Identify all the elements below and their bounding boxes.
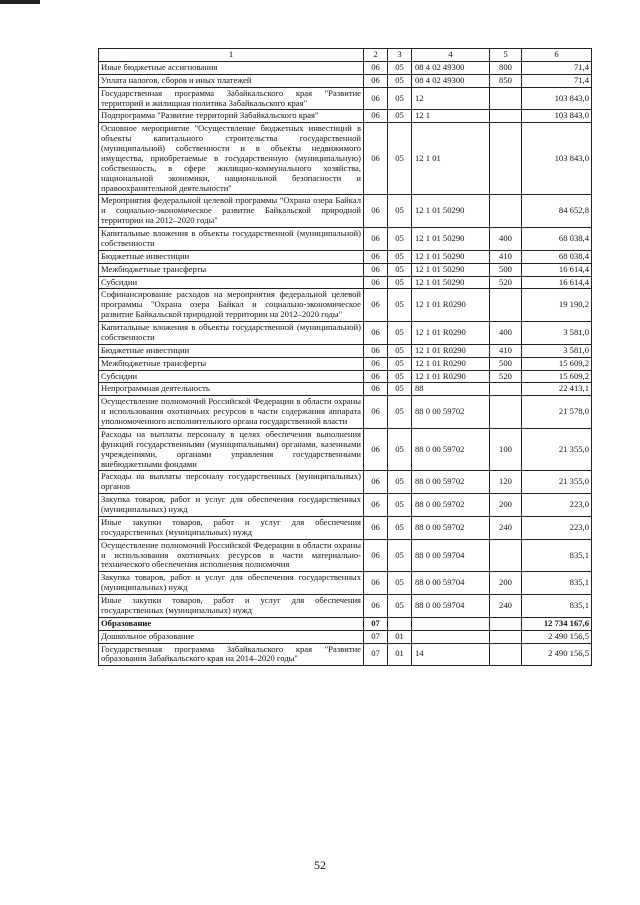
row-amount: 3 581,0 bbox=[522, 344, 592, 357]
row-expense-type: 850 bbox=[490, 74, 522, 87]
row-expense-type bbox=[490, 195, 522, 228]
row-name: Иные бюджетные ассигнования bbox=[99, 61, 364, 74]
row-target-article: 12 1 01 R0290 bbox=[412, 370, 490, 383]
row-name: Капитальные вложения в объекты государственной (муниципальной) собственности bbox=[99, 322, 364, 345]
row-subsection: 05 bbox=[388, 595, 412, 618]
row-subsection: 05 bbox=[388, 428, 412, 471]
row-amount: 21 578,0 bbox=[522, 396, 592, 429]
row-expense-type: 100 bbox=[490, 428, 522, 471]
row-subsection: 05 bbox=[388, 195, 412, 228]
row-expense-type: 400 bbox=[490, 322, 522, 345]
row-expense-type bbox=[490, 643, 522, 666]
row-name: Капитальные вложения в объекты государственной (муниципальной) собственности bbox=[99, 228, 364, 251]
table-row bbox=[99, 344, 592, 357]
row-target-article: 88 0 00 59702 bbox=[412, 428, 490, 471]
row-expense-type: 120 bbox=[490, 471, 522, 494]
row-target-article: 12 1 01 50290 bbox=[412, 195, 490, 228]
row-name: Мероприятия федеральной целевой программы "Охрана озера Байкал и социально-экономическое развитие Байкальской природной территории на 2012–2020 годы" bbox=[99, 195, 364, 228]
row-target-article: 12 1 01 R0290 bbox=[412, 344, 490, 357]
table-row bbox=[99, 643, 592, 666]
row-section: 06 bbox=[364, 289, 388, 322]
row-section: 06 bbox=[364, 123, 388, 195]
row-name: Межбюджетные трансферты bbox=[99, 357, 364, 370]
table-row bbox=[99, 263, 592, 276]
row-name: Межбюджетные трансферты bbox=[99, 263, 364, 276]
row-subsection: 01 bbox=[388, 643, 412, 666]
row-subsection: 05 bbox=[388, 516, 412, 539]
row-section: 06 bbox=[364, 322, 388, 345]
row-amount: 16 614,4 bbox=[522, 263, 592, 276]
row-amount: 223,0 bbox=[522, 494, 592, 517]
row-name: Субсидии bbox=[99, 370, 364, 383]
row-section: 06 bbox=[364, 396, 388, 429]
row-name: Государственная программа Забайкальского края "Развитие образования Забайкальского края на 2014–2020 годы" bbox=[99, 643, 364, 666]
row-name: Осуществление полномочий Российской Федерации в области охраны и использования охотничьих ресурсов в части содержания аппарата уполномоченного исполнительного органа государственной власти bbox=[99, 396, 364, 429]
row-subsection: 05 bbox=[388, 471, 412, 494]
row-subsection: 05 bbox=[388, 322, 412, 345]
row-target-article: 12 bbox=[412, 87, 490, 110]
row-section: 06 bbox=[364, 228, 388, 251]
row-name: Дошкольное образование bbox=[99, 630, 364, 643]
row-name: Расходы на выплаты персоналу в целях обеспечения выполнения функций государственными (муниципальными) органами, казенными учреждениями, органами управления государственными внебюджетными фондами bbox=[99, 428, 364, 471]
row-amount: 19 190,2 bbox=[522, 289, 592, 322]
row-target-article: 08 4 02 49300 bbox=[412, 61, 490, 74]
row-target-article bbox=[412, 617, 490, 630]
table-row bbox=[99, 228, 592, 251]
row-name: Иные закупки товаров, работ и услуг для обеспечения государственных (муниципальных) нужд bbox=[99, 595, 364, 618]
table-row bbox=[99, 396, 592, 429]
row-name: Закупка товаров, работ и услуг для обеспечения государственных (муниципальных) нужд bbox=[99, 494, 364, 517]
row-section: 06 bbox=[364, 428, 388, 471]
row-amount: 3 581,0 bbox=[522, 322, 592, 345]
row-subsection: 05 bbox=[388, 276, 412, 289]
row-subsection: 05 bbox=[388, 228, 412, 251]
row-expense-type bbox=[490, 630, 522, 643]
row-target-article: 08 4 02 49300 bbox=[412, 74, 490, 87]
row-subsection: 05 bbox=[388, 123, 412, 195]
row-name: Закупка товаров, работ и услуг для обеспечения государственных (муниципальных) нужд bbox=[99, 572, 364, 595]
row-expense-type bbox=[490, 123, 522, 195]
row-name: Расходы на выплаты персоналу государственных (муниципальных) органов bbox=[99, 471, 364, 494]
row-expense-type bbox=[490, 383, 522, 396]
row-subsection: 05 bbox=[388, 396, 412, 429]
table-row bbox=[99, 322, 592, 345]
row-subsection: 05 bbox=[388, 539, 412, 572]
row-target-article: 12 1 01 R0290 bbox=[412, 322, 490, 345]
row-section: 06 bbox=[364, 370, 388, 383]
row-amount: 71,4 bbox=[522, 74, 592, 87]
row-section: 06 bbox=[364, 494, 388, 517]
table-row bbox=[99, 110, 592, 123]
row-expense-type bbox=[490, 87, 522, 110]
row-amount: 2 490 156,5 bbox=[522, 643, 592, 666]
row-target-article: 88 0 00 59702 bbox=[412, 396, 490, 429]
row-expense-type: 520 bbox=[490, 276, 522, 289]
row-expense-type: 800 bbox=[490, 61, 522, 74]
row-subsection: 01 bbox=[388, 630, 412, 643]
row-subsection: 05 bbox=[388, 61, 412, 74]
row-amount: 2 490 156,5 bbox=[522, 630, 592, 643]
row-expense-type bbox=[490, 539, 522, 572]
row-subsection: 05 bbox=[388, 494, 412, 517]
table-row bbox=[99, 123, 592, 195]
row-target-article: 88 0 00 59704 bbox=[412, 595, 490, 618]
row-expense-type bbox=[490, 110, 522, 123]
row-section: 06 bbox=[364, 357, 388, 370]
budget-table-body bbox=[99, 49, 592, 666]
table-row bbox=[99, 74, 592, 87]
row-subsection: 05 bbox=[388, 87, 412, 110]
row-section: 06 bbox=[364, 74, 388, 87]
table-row bbox=[99, 428, 592, 471]
row-expense-type: 520 bbox=[490, 370, 522, 383]
row-expense-type: 410 bbox=[490, 250, 522, 263]
header-col-6: 6 bbox=[522, 49, 592, 62]
row-section: 06 bbox=[364, 195, 388, 228]
row-target-article: 88 0 00 59702 bbox=[412, 516, 490, 539]
row-expense-type: 500 bbox=[490, 263, 522, 276]
row-target-article: 88 0 00 59702 bbox=[412, 471, 490, 494]
row-target-article: 88 0 00 59704 bbox=[412, 539, 490, 572]
row-section: 07 bbox=[364, 630, 388, 643]
row-name: Софинансирование расходов на мероприятия федеральной целевой программы "Охрана озера Байкал и социально-экономическое развитие Байкальской природной территории на 2012–2020 годы" bbox=[99, 289, 364, 322]
row-amount: 103 843,0 bbox=[522, 110, 592, 123]
row-subsection: 05 bbox=[388, 110, 412, 123]
row-name: Основное мероприятие "Осуществление бюджетных инвестиций в объекты капитального строительства государственной (муниципальной) собственности и в объекты недвижимого имущества, приобретаемые в государственную (муниципальную) собственность, в сфере жилищно-коммунального хозяйства, национальной экономики, национальной безопасности и правоохранительной деятельности" bbox=[99, 123, 364, 195]
scan-corner-mark bbox=[0, 0, 40, 4]
row-target-article: 12 1 bbox=[412, 110, 490, 123]
row-target-article: 88 bbox=[412, 383, 490, 396]
row-target-article: 88 0 00 59704 bbox=[412, 572, 490, 595]
table-row bbox=[99, 370, 592, 383]
row-section: 06 bbox=[364, 383, 388, 396]
table-row bbox=[99, 617, 592, 630]
row-target-article: 88 0 00 59702 bbox=[412, 494, 490, 517]
row-section: 06 bbox=[364, 61, 388, 74]
header-row bbox=[99, 49, 592, 62]
row-subsection bbox=[388, 617, 412, 630]
row-name: Государственная программа Забайкальского края "Развитие территорий и жилищная политика Забайкальского края" bbox=[99, 87, 364, 110]
row-name: Субсидии bbox=[99, 276, 364, 289]
row-expense-type: 410 bbox=[490, 344, 522, 357]
row-subsection: 05 bbox=[388, 289, 412, 322]
row-name: Уплата налогов, сборов и иных платежей bbox=[99, 74, 364, 87]
row-expense-type: 240 bbox=[490, 595, 522, 618]
table-row bbox=[99, 595, 592, 618]
budget-table bbox=[98, 48, 592, 666]
row-subsection: 05 bbox=[388, 74, 412, 87]
row-expense-type: 240 bbox=[490, 516, 522, 539]
page-number: 52 bbox=[314, 858, 326, 872]
row-subsection: 05 bbox=[388, 263, 412, 276]
row-target-article: 12 1 01 R0290 bbox=[412, 357, 490, 370]
row-section: 07 bbox=[364, 617, 388, 630]
row-section: 06 bbox=[364, 344, 388, 357]
header-col-1: 1 bbox=[99, 49, 364, 62]
header-col-2: 2 bbox=[364, 49, 388, 62]
row-amount: 12 734 167,6 bbox=[522, 617, 592, 630]
row-section: 06 bbox=[364, 539, 388, 572]
row-amount: 22 413,1 bbox=[522, 383, 592, 396]
row-name: Бюджетные инвестиции bbox=[99, 344, 364, 357]
row-subsection: 05 bbox=[388, 250, 412, 263]
row-target-article: 12 1 01 bbox=[412, 123, 490, 195]
table-row bbox=[99, 61, 592, 74]
row-amount: 68 038,4 bbox=[522, 228, 592, 251]
row-amount: 15 609,2 bbox=[522, 357, 592, 370]
table-row bbox=[99, 630, 592, 643]
table-row bbox=[99, 516, 592, 539]
row-section: 06 bbox=[364, 595, 388, 618]
row-target-article: 14 bbox=[412, 643, 490, 666]
table-row bbox=[99, 539, 592, 572]
row-section: 06 bbox=[364, 110, 388, 123]
row-amount: 223,0 bbox=[522, 516, 592, 539]
row-expense-type: 200 bbox=[490, 572, 522, 595]
row-section: 06 bbox=[364, 263, 388, 276]
table-row bbox=[99, 87, 592, 110]
table-row bbox=[99, 250, 592, 263]
row-section: 06 bbox=[364, 516, 388, 539]
table-row bbox=[99, 357, 592, 370]
row-target-article: 12 1 01 50290 bbox=[412, 263, 490, 276]
row-target-article: 12 1 01 R0290 bbox=[412, 289, 490, 322]
row-amount: 15 609,2 bbox=[522, 370, 592, 383]
row-amount: 103 843,0 bbox=[522, 87, 592, 110]
row-section: 06 bbox=[364, 471, 388, 494]
header-col-5: 5 bbox=[490, 49, 522, 62]
row-name: Образование bbox=[99, 617, 364, 630]
row-expense-type: 200 bbox=[490, 494, 522, 517]
row-name: Непрограммная деятельность bbox=[99, 383, 364, 396]
row-target-article bbox=[412, 630, 490, 643]
table-row bbox=[99, 289, 592, 322]
header-col-4: 4 bbox=[412, 49, 490, 62]
row-amount: 835,1 bbox=[522, 572, 592, 595]
row-subsection: 05 bbox=[388, 370, 412, 383]
table-row bbox=[99, 494, 592, 517]
row-expense-type: 400 bbox=[490, 228, 522, 251]
row-section: 06 bbox=[364, 87, 388, 110]
row-amount: 835,1 bbox=[522, 595, 592, 618]
table-row bbox=[99, 471, 592, 494]
row-section: 06 bbox=[364, 572, 388, 595]
row-amount: 21 355,0 bbox=[522, 428, 592, 471]
table-row bbox=[99, 276, 592, 289]
row-amount: 84 652,8 bbox=[522, 195, 592, 228]
row-name: Иные закупки товаров, работ и услуг для обеспечения государственных (муниципальных) нужд bbox=[99, 516, 364, 539]
row-amount: 835,1 bbox=[522, 539, 592, 572]
row-subsection: 05 bbox=[388, 572, 412, 595]
row-subsection: 05 bbox=[388, 357, 412, 370]
row-target-article: 12 1 01 50290 bbox=[412, 228, 490, 251]
row-expense-type bbox=[490, 617, 522, 630]
row-amount: 71,4 bbox=[522, 61, 592, 74]
row-amount: 16 614,4 bbox=[522, 276, 592, 289]
row-name: Подпрограмма "Развитие территорий Забайкальского края" bbox=[99, 110, 364, 123]
table-row bbox=[99, 572, 592, 595]
row-expense-type: 500 bbox=[490, 357, 522, 370]
row-target-article: 12 1 01 50290 bbox=[412, 276, 490, 289]
row-amount: 103 843,0 bbox=[522, 123, 592, 195]
table-row bbox=[99, 195, 592, 228]
header-col-3: 3 bbox=[388, 49, 412, 62]
row-amount: 21 355,0 bbox=[522, 471, 592, 494]
row-target-article: 12 1 01 50290 bbox=[412, 250, 490, 263]
row-expense-type bbox=[490, 396, 522, 429]
row-section: 06 bbox=[364, 276, 388, 289]
row-section: 06 bbox=[364, 250, 388, 263]
table-row bbox=[99, 383, 592, 396]
row-subsection: 05 bbox=[388, 344, 412, 357]
row-section: 07 bbox=[364, 643, 388, 666]
row-expense-type bbox=[490, 289, 522, 322]
row-name: Бюджетные инвестиции bbox=[99, 250, 364, 263]
row-name: Осуществление полномочий Российской Федерации в области охраны и использования охотничьих ресурсов в части материально-технического обеспечения исполнения полномочия bbox=[99, 539, 364, 572]
row-amount: 68 038,4 bbox=[522, 250, 592, 263]
row-subsection: 05 bbox=[388, 383, 412, 396]
